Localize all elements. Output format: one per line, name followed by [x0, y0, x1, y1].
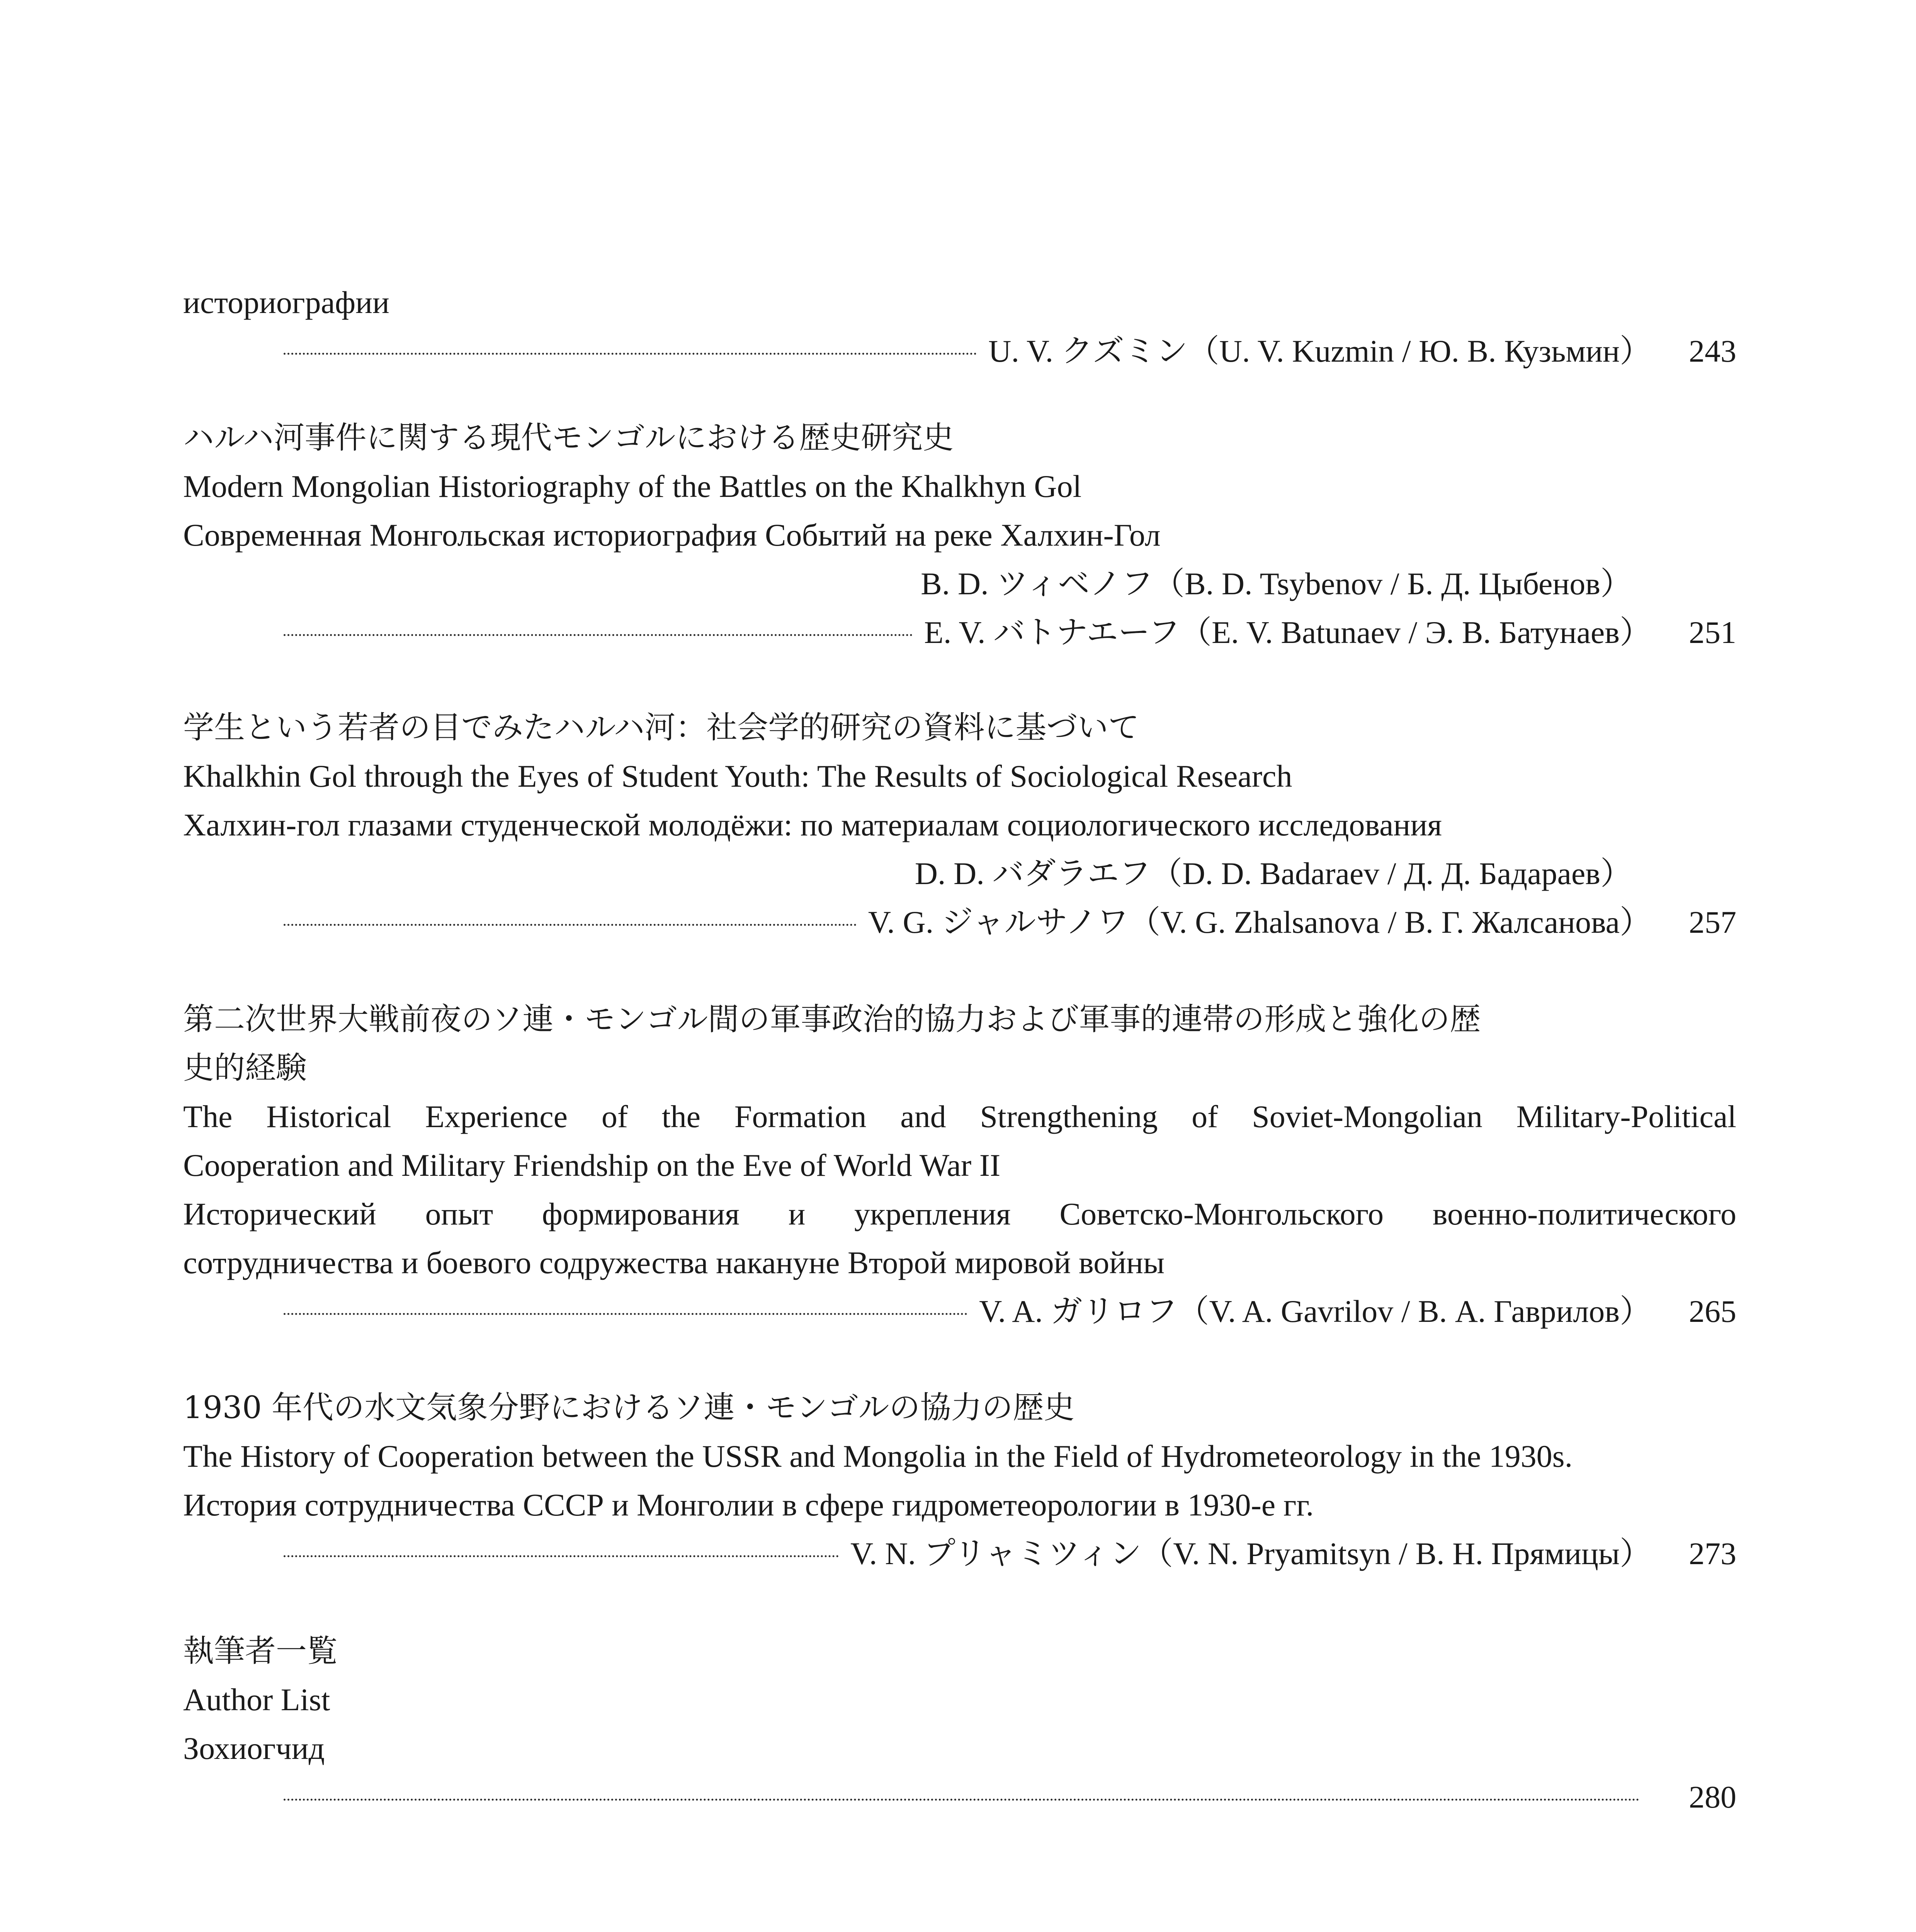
entry-title-ja: 1930 年代の水文気象分野におけるソ連・モンゴルの協力の歴史 — [183, 1389, 1075, 1425]
entry-title-en: The Historical Experience of the Formation and Strengthening of Soviet-Mongolian Military-Political — [183, 1099, 1736, 1134]
entry-title-ja: ハルハ河事件に関する現代モンゴルにおける歴史研究史 — [183, 420, 954, 456]
toc-entry — [183, 413, 1736, 657]
entry-author: E. V. バトナエーフ（E. V. Batunaev / Э. В. Батунаев） — [924, 615, 1651, 650]
entry-coauthor: B. D. ツィベノフ（B. D. Tsybenov / Б. Д. Цыбенов） — [921, 566, 1632, 601]
leader-dots — [284, 1313, 967, 1315]
entry-title-ru: Зохиогчид — [183, 1731, 325, 1766]
toc-entry — [183, 995, 1736, 1336]
toc-leader-row[interactable] — [183, 608, 1736, 657]
page-number[interactable]: 257 — [1689, 905, 1736, 940]
entry-title-ja-cont: 史的経験 — [183, 1050, 307, 1086]
toc-entry — [183, 703, 1736, 947]
toc-entry — [183, 1383, 1736, 1578]
entry-title-en-cont: Cooperation and Military Friendship on the Eve of World War II — [183, 1148, 1001, 1183]
leader-dots — [284, 1555, 839, 1557]
toc-entry — [183, 278, 1736, 376]
toc-leader-row[interactable] — [183, 327, 1736, 376]
leader-dots — [284, 353, 977, 355]
entry-title-ja: 学生という若者の目でみたハルハ河：社会学的研究の資料に基づいて — [183, 709, 1139, 745]
entry-title-ru: История сотрудничества СССР и Монголии в сфере гидрометеорологии в 1930-е гг. — [183, 1487, 1314, 1522]
toc-entry — [183, 1627, 1736, 1821]
entry-title-ru-cont: сотрудничества и боевого содружества накануне Второй мировой войны — [183, 1245, 1165, 1280]
entry-title-en: Modern Mongolian Historiography of the Battles on the Khalkhyn Gol — [183, 469, 1082, 504]
entry-title-ja: 第二次世界大戦前夜のソ連・モンゴル間の軍事政治的協力および軍事的連帯の形成と強化の歴 — [183, 1001, 1481, 1037]
entry-title-ja: 執筆者一覧 — [183, 1633, 338, 1669]
entry-author: V. G. ジャルサノワ（V. G. Zhalsanova / В. Г. Жалсанова） — [868, 905, 1651, 940]
entry-title-en: Author List — [183, 1682, 330, 1717]
entry-title-ru: Современная Монгольская историография Событий на реке Халхин-Гол — [183, 517, 1161, 553]
page-number[interactable]: 243 — [1689, 333, 1736, 369]
entry-title-en: The History of Cooperation between the USSR and Mongolia in the Field of Hydrometeorology in the 1930s. — [183, 1439, 1573, 1474]
entry-title-ru: Халхин-гол глазами студенческой молодёжи: по материалам социологического исследования — [183, 807, 1442, 842]
toc-leader-row[interactable] — [183, 1529, 1736, 1578]
page-number[interactable]: 280 — [1689, 1779, 1736, 1815]
entry-title-ru: историографии — [183, 285, 389, 320]
leader-dots — [284, 1799, 1640, 1801]
page-number[interactable]: 273 — [1689, 1536, 1736, 1571]
leader-dots — [284, 924, 857, 926]
leader-dots — [284, 634, 913, 636]
entry-coauthor: D. D. バダラエフ（D. D. Badaraev / Д. Д. Бадараев） — [915, 856, 1632, 891]
entry-title-ru: Исторический опыт формирования и укрепления Советско-Монгольского военно-политического — [183, 1196, 1736, 1231]
toc-leader-row[interactable] — [183, 1287, 1736, 1336]
entry-author: V. N. プリャミツィン（V. N. Pryamitsyn / В. Н. Прямицы） — [850, 1536, 1651, 1571]
entry-author: U. V. クズミン（U. V. Kuzmin / Ю. В. Кузьмин） — [988, 333, 1651, 369]
page-number[interactable]: 251 — [1689, 615, 1736, 650]
entry-author: V. A. ガリロフ（V. A. Gavrilov / В. А. Гаврилов） — [979, 1294, 1651, 1329]
page-number[interactable]: 265 — [1689, 1294, 1736, 1329]
toc-leader-row[interactable] — [183, 898, 1736, 947]
toc-leader-row[interactable] — [183, 1773, 1736, 1821]
entry-title-en: Khalkhin Gol through the Eyes of Student Youth: The Results of Sociological Research — [183, 759, 1292, 794]
